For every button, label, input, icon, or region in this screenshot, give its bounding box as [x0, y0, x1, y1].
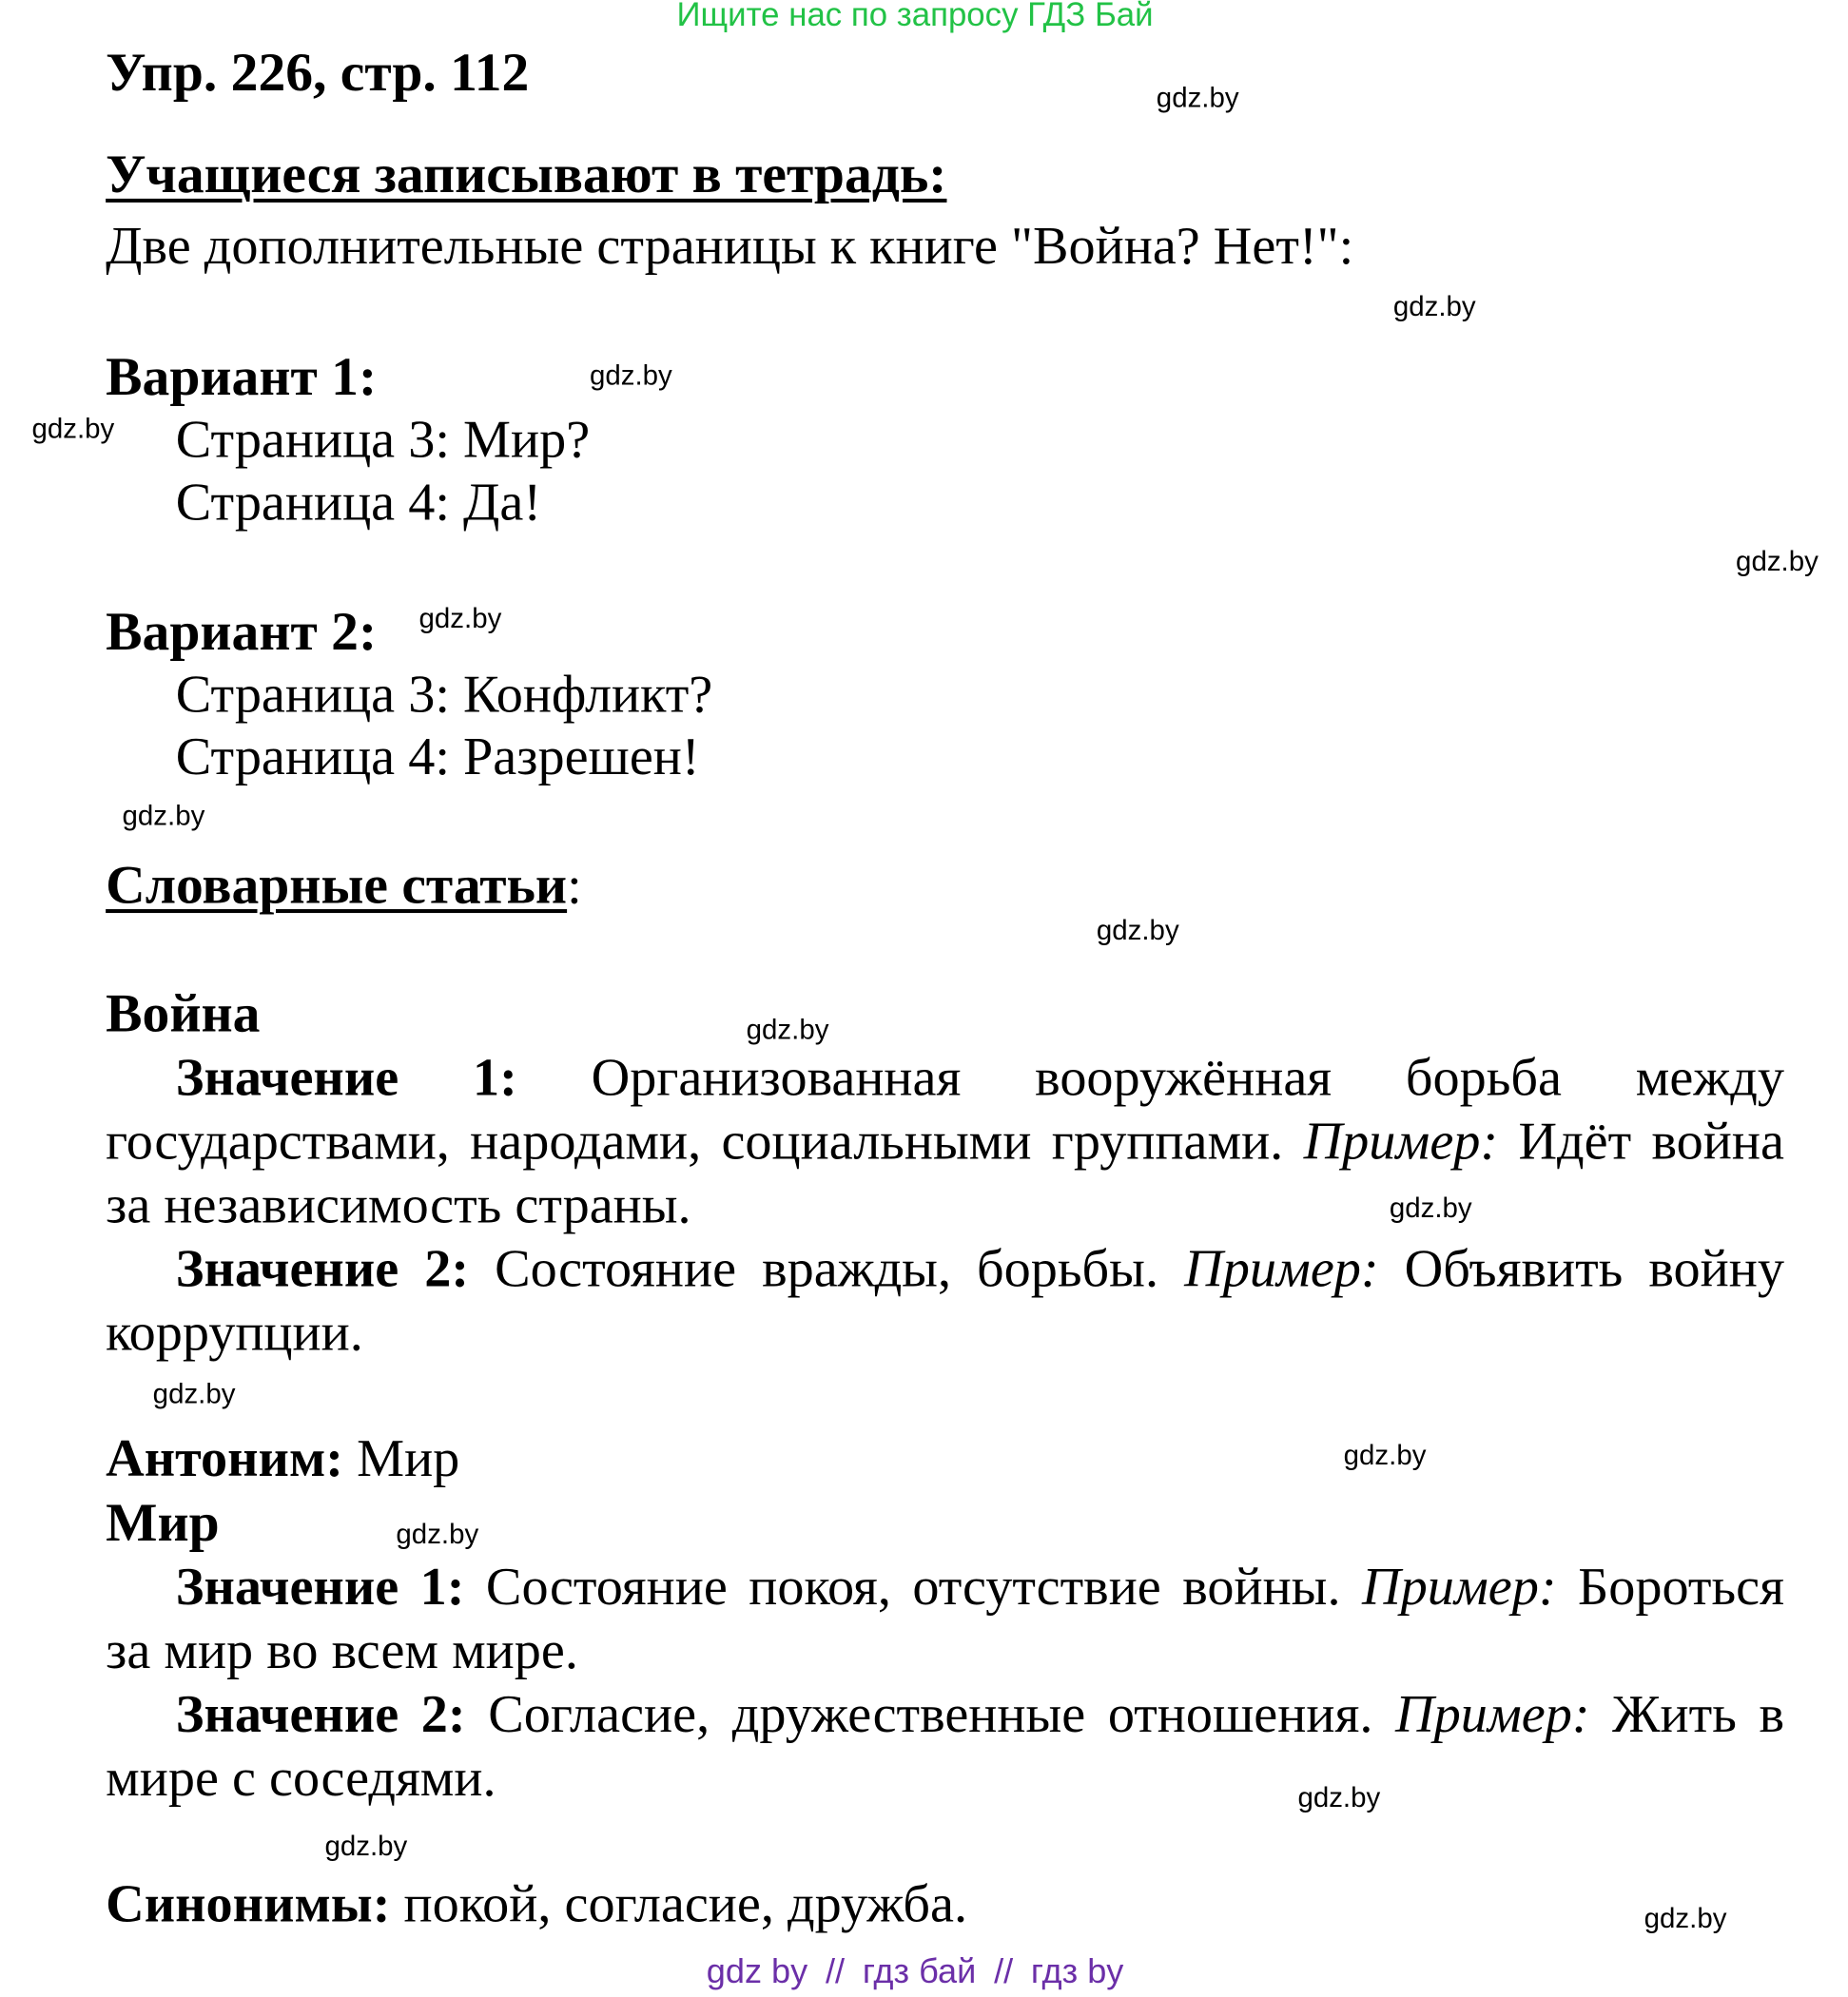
war-m2-example-label: Пример:: [1184, 1240, 1379, 1299]
variant-2-page-4: Страница 4: Разрешен!: [175, 727, 700, 787]
watermark: gdz.by: [1096, 914, 1179, 946]
variant-1-label: Вариант 1:: [106, 347, 378, 408]
watermark: gdz.by: [589, 359, 672, 392]
entry-war-meaning-1: [106, 1047, 1784, 1238]
exercise-title: Упр. 226, стр. 112: [106, 43, 530, 104]
watermark: gdz.by: [1156, 81, 1239, 114]
peace-m2-example-label: Пример:: [1395, 1685, 1590, 1745]
watermark: gdz.by: [1736, 545, 1819, 577]
entry-war-meaning-2: [106, 1238, 1784, 1366]
footer-link-1[interactable]: gdz by: [706, 1951, 808, 1990]
war-m1-label: Значение 1:: [175, 1049, 517, 1108]
variant-1-page-3: Страница 3: Мир?: [175, 411, 591, 471]
war-antonym: Мир: [357, 1429, 460, 1489]
war-antonym-line: [106, 1428, 459, 1489]
entry-war-word: Война: [106, 984, 261, 1044]
war-antonym-label: Антоним:: [106, 1429, 344, 1489]
watermark: gdz.by: [1343, 1439, 1427, 1471]
peace-synonyms-label: Синонимы:: [106, 1875, 391, 1934]
war-m2-text: Состояние вражды, борьбы.: [495, 1240, 1159, 1299]
footer-separator: //: [994, 1951, 1014, 1990]
footer-link-3[interactable]: гдз by: [1030, 1951, 1124, 1990]
peace-m2-example: Жить в мире с соседями.: [106, 1685, 1785, 1809]
peace-m1-example: Бороться за мир во всем мире.: [106, 1558, 1784, 1681]
peace-synonyms: покой, согласие, дружба.: [403, 1875, 968, 1934]
search-banner: Ищите нас по запросу ГДЗ Бай: [676, 0, 1154, 33]
footer: [0, 1952, 1830, 1992]
war-m1-example: Идёт война за независимость страны.: [106, 1113, 1784, 1235]
peace-m2-label: Значение 2:: [175, 1685, 466, 1745]
footer-link-2[interactable]: гдз бай: [862, 1951, 977, 1990]
intro-line: Две дополнительные страницы к книге "Война? Нет!":: [106, 217, 1354, 277]
entry-peace-meaning-2: [106, 1683, 1784, 1811]
watermark: gdz.by: [324, 1830, 408, 1862]
watermark: gdz.by: [1389, 1192, 1472, 1224]
war-m1-example-label: Пример:: [1303, 1113, 1499, 1172]
variant-1-page-4: Страница 4: Да!: [175, 474, 542, 533]
watermark: gdz.by: [418, 602, 502, 634]
peace-m1-text: Состояние покоя, отсутствие войны.: [485, 1558, 1341, 1618]
footer-separator: //: [826, 1951, 846, 1990]
peace-m1-example-label: Пример:: [1361, 1558, 1557, 1618]
dictionary-heading-text: Словарные статьи: [106, 855, 568, 916]
war-m1-text: Организованная вооружённая борьба между государствами, народами, социальными группами.: [106, 1049, 1784, 1172]
peace-m1-label: Значение 1:: [175, 1558, 465, 1618]
entry-peace-meaning-1: [106, 1556, 1784, 1683]
watermark: gdz.by: [31, 412, 115, 445]
war-m2-label: Значение 2:: [175, 1240, 470, 1299]
watermark: gdz.by: [396, 1518, 479, 1550]
dictionary-heading: [106, 854, 582, 917]
war-m2-example: Объявить войну коррупции.: [106, 1240, 1784, 1363]
watermark: gdz.by: [152, 1377, 236, 1410]
variant-2-page-3: Страница 3: Конфликт?: [175, 666, 713, 725]
watermark: gdz.by: [122, 799, 205, 832]
dictionary-heading-colon: :: [567, 857, 582, 916]
peace-synonyms-line: [106, 1874, 967, 1935]
watermark: gdz.by: [746, 1013, 829, 1046]
watermark: gdz.by: [1392, 290, 1476, 322]
watermark: gdz.by: [1297, 1781, 1381, 1813]
peace-m2-text: Согласие, дружественные отношения.: [488, 1685, 1373, 1745]
entry-peace-word: Мир: [106, 1493, 220, 1554]
variant-2-label: Вариант 2:: [106, 602, 378, 663]
notebook-heading: Учащиеся записывают в тетрадь:: [106, 145, 947, 205]
watermark: gdz.by: [1644, 1902, 1727, 1934]
